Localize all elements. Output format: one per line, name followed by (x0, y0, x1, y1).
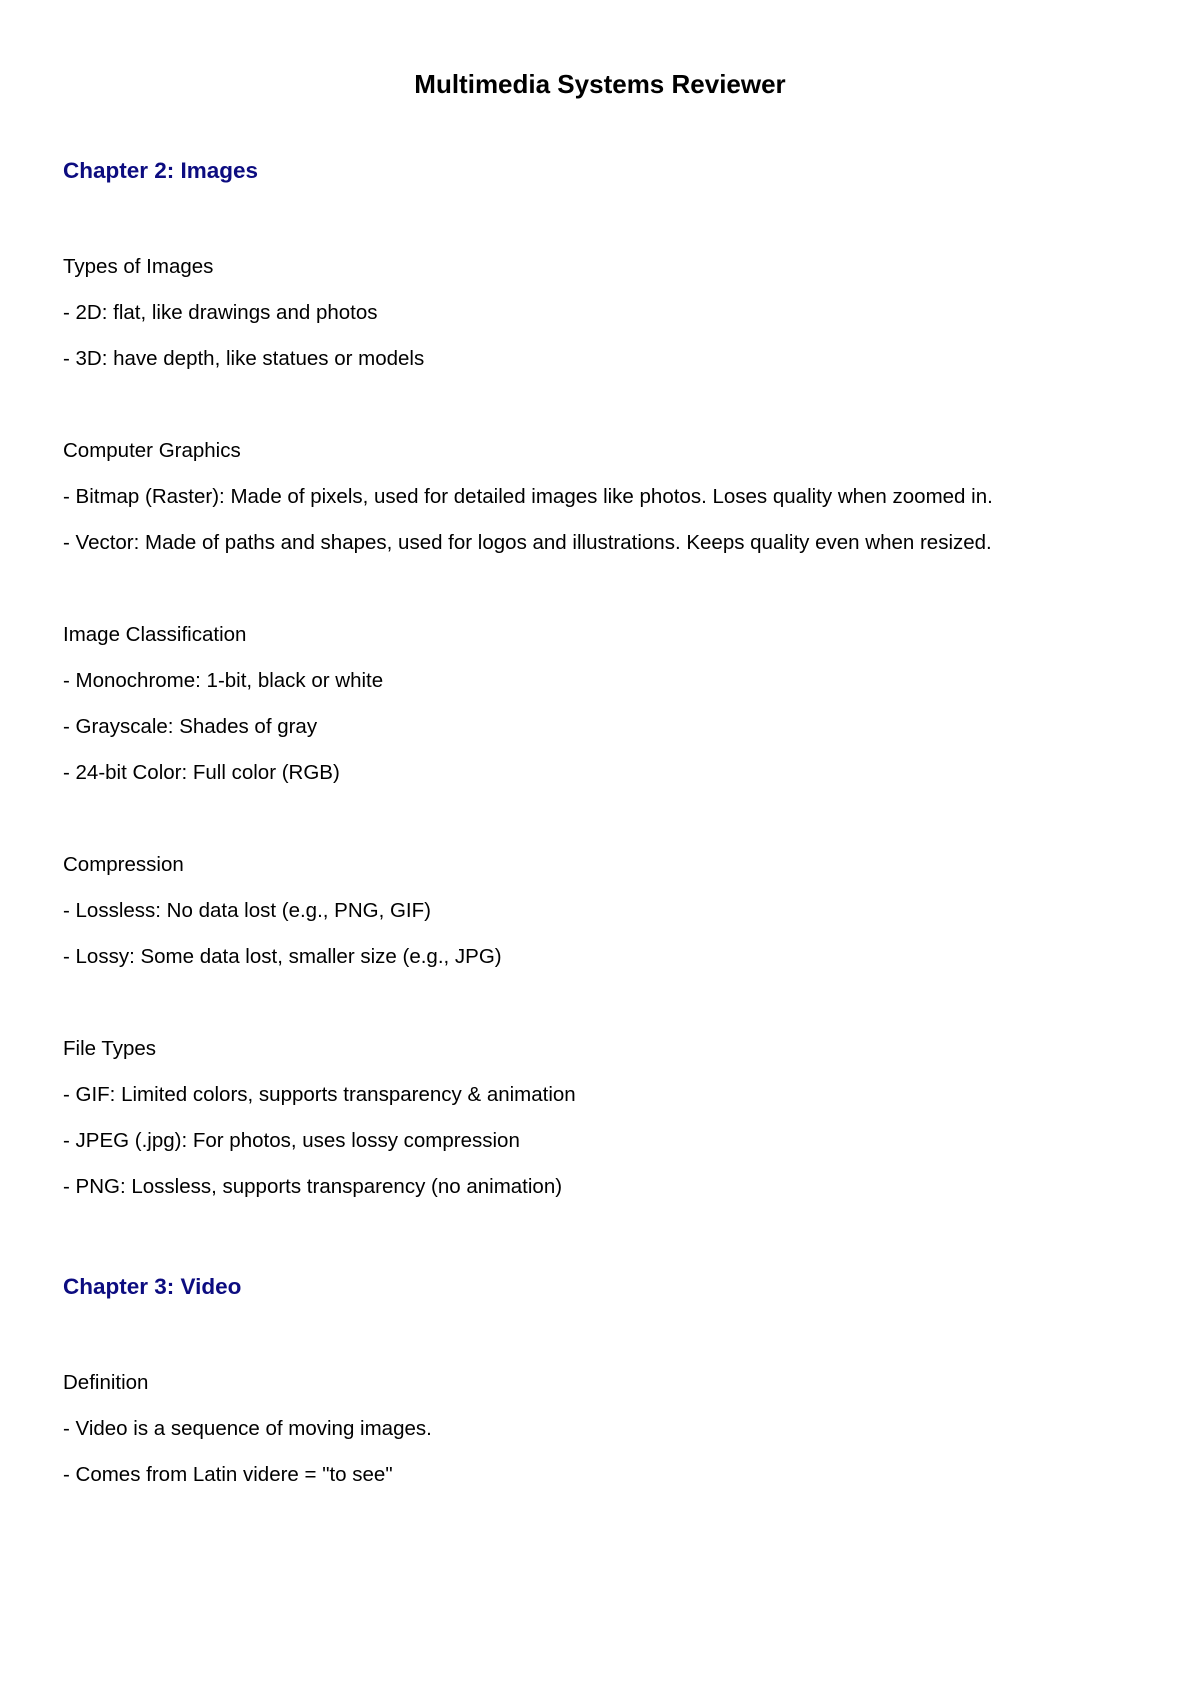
chapter-3-heading: Chapter 3: Video (63, 1274, 242, 1299)
chapter-2-heading: Chapter 2: Images (63, 158, 259, 183)
computer-graphics-heading: Computer Graphics (63, 439, 241, 462)
list-item: - PNG: Lossless, supports transparency (no animation) (63, 1175, 563, 1198)
list-item: - Video is a sequence of moving images. (63, 1417, 432, 1440)
list-item: - Monochrome: 1-bit, black or white (63, 669, 384, 692)
list-item: - Vector: Made of paths and shapes, used for logos and illustrations. Keeps quality even when resized. (63, 531, 992, 554)
list-item: - 3D: have depth, like statues or models (63, 347, 425, 370)
file-types-heading: File Types (63, 1037, 157, 1060)
list-item: - 24-bit Color: Full color (RGB) (63, 761, 340, 784)
list-item: - Comes from Latin videre = "to see" (63, 1463, 393, 1486)
types-of-images-heading: Types of Images (63, 255, 214, 278)
list-item: - JPEG (.jpg): For photos, uses lossy compression (63, 1129, 520, 1152)
list-item: - 2D: flat, like drawings and photos (63, 301, 378, 324)
image-classification-heading: Image Classification (63, 623, 247, 646)
definition-heading: Definition (63, 1371, 149, 1394)
list-item: - Bitmap (Raster): Made of pixels, used for detailed images like photos. Loses quality when zoomed in. (63, 485, 993, 508)
list-item: - GIF: Limited colors, supports transparency & animation (63, 1083, 576, 1106)
list-item: - Grayscale: Shades of gray (63, 715, 318, 738)
list-item: - Lossless: No data lost (e.g., PNG, GIF) (63, 899, 431, 922)
compression-heading: Compression (63, 853, 184, 876)
document-title: Multimedia Systems Reviewer (414, 69, 786, 99)
list-item: - Lossy: Some data lost, smaller size (e.g., JPG) (63, 945, 502, 968)
